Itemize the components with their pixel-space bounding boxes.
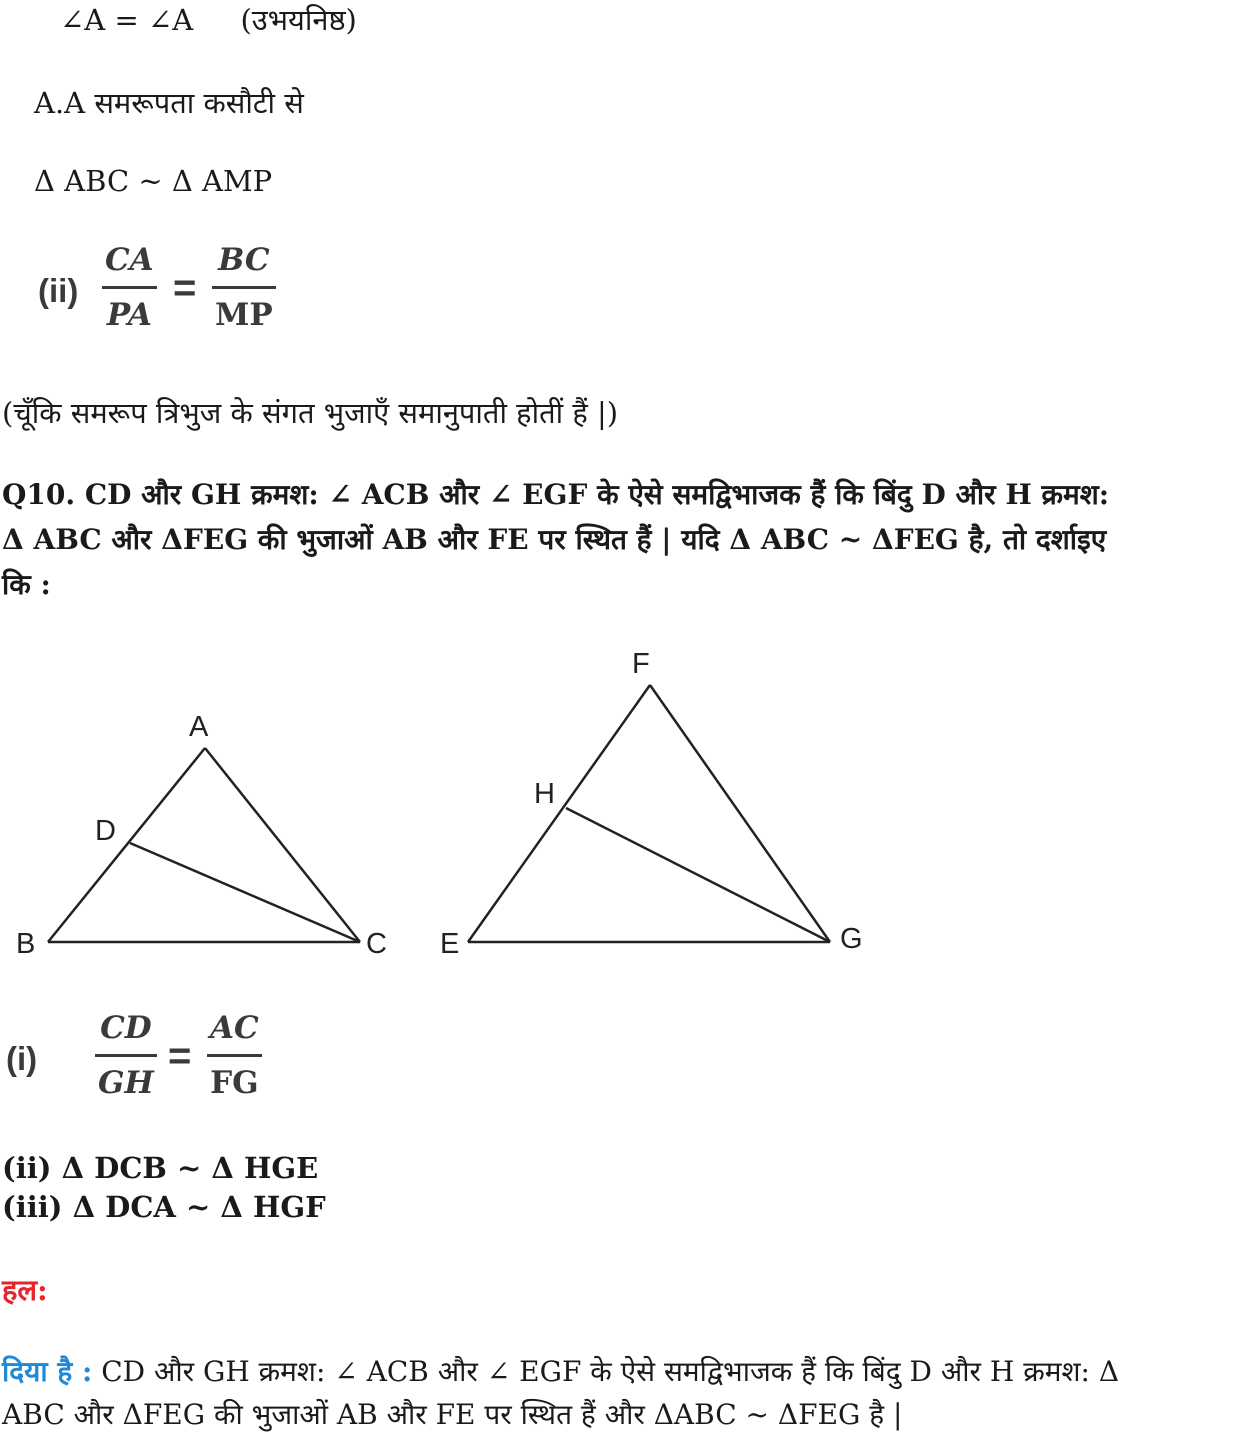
- eq-ii-rhs-numerator: BC: [218, 242, 270, 278]
- aa-criterion-line: A.A समरूपता कसौटी से: [34, 86, 304, 120]
- given-line-2: ABC और ΔFEG की भुजाओं AB और FE पर स्थित हैं और ΔABC ~ ΔFEG है |: [2, 1398, 903, 1431]
- eq-i-rhs-fraction: [207, 1008, 262, 1103]
- question-line-2: Δ ABC और ΔFEG की भुजाओं AB और FE पर स्थित हैं | यदि Δ ABC ~ ΔFEG है, तो दर्शाइए: [2, 523, 1107, 556]
- label-e: E: [440, 928, 460, 960]
- eq-i-equals: =: [168, 1034, 192, 1078]
- fraction-bar: [207, 1054, 262, 1057]
- label-b: B: [16, 928, 36, 960]
- angle-equality-line: [60, 2, 357, 38]
- reason-text: (चूँकि समरूप त्रिभुज के संगत भुजाएँ समानुपाती होतीं हैं |): [2, 396, 619, 430]
- eq-i-lhs-fraction: [95, 1008, 157, 1103]
- eq-ii-lhs-denominator: PA: [106, 297, 152, 333]
- eq-ii-lhs-numerator: CA: [105, 242, 154, 278]
- label-h: H: [534, 778, 555, 810]
- triangle-feg: [468, 685, 830, 942]
- part-iii: (iii) Δ DCA ~ Δ HGF: [2, 1190, 326, 1224]
- eq-ii-rhs-denominator: MP: [215, 297, 273, 333]
- eq-i-rhs-numerator: AC: [210, 1010, 259, 1046]
- label-g: G: [840, 923, 863, 955]
- fraction-bar: [95, 1054, 157, 1057]
- label-a: A: [189, 711, 209, 743]
- solution-label: हल:: [2, 1273, 48, 1307]
- eq-ii-equals: =: [173, 266, 197, 310]
- triangles-figure: [0, 640, 900, 980]
- eq-ii-rhs-fraction: [212, 240, 276, 335]
- angle-equality-note: (उभयनिष्ठ): [240, 3, 357, 37]
- label-c: C: [366, 928, 387, 960]
- side-fe: [468, 685, 650, 942]
- eq-i-label: (i): [6, 1040, 38, 1077]
- eq-ii-label: (ii): [38, 272, 79, 309]
- bisector-cd: [130, 843, 360, 942]
- label-f: F: [632, 648, 650, 680]
- eq-ii-lhs-fraction: [102, 240, 157, 335]
- fraction-bar: [102, 286, 157, 289]
- part-ii: (ii) Δ DCB ~ Δ HGE: [2, 1151, 319, 1185]
- question-line-3: कि :: [2, 568, 51, 601]
- angle-equality: ∠A = ∠A: [60, 3, 194, 37]
- fraction-bar: [212, 286, 276, 289]
- label-d: D: [95, 815, 116, 847]
- side-ab: [48, 748, 205, 942]
- question-line-1: Q10. CD और GH क्रमश: ∠ ACB और ∠ EGF के ऐसे समद्विभाजक हैं कि बिंदु D और H क्रमश:: [2, 478, 1110, 511]
- given-label: दिया है :: [2, 1355, 93, 1388]
- side-ac: [205, 748, 360, 942]
- eq-i-lhs-denominator: GH: [98, 1065, 154, 1101]
- side-fg: [650, 685, 830, 942]
- eq-i-rhs-denominator: FG: [210, 1065, 259, 1101]
- similarity-statement: Δ ABC ~ Δ AMP: [34, 164, 273, 198]
- bisector-gh: [566, 808, 830, 942]
- given-text-1: CD और GH क्रमश: ∠ ACB और ∠ EGF के ऐसे समद्विभाजक हैं कि बिंदु D और H क्रमश: Δ: [92, 1355, 1120, 1388]
- given-line-1: [2, 1354, 1119, 1390]
- eq-i-lhs-numerator: CD: [100, 1010, 152, 1046]
